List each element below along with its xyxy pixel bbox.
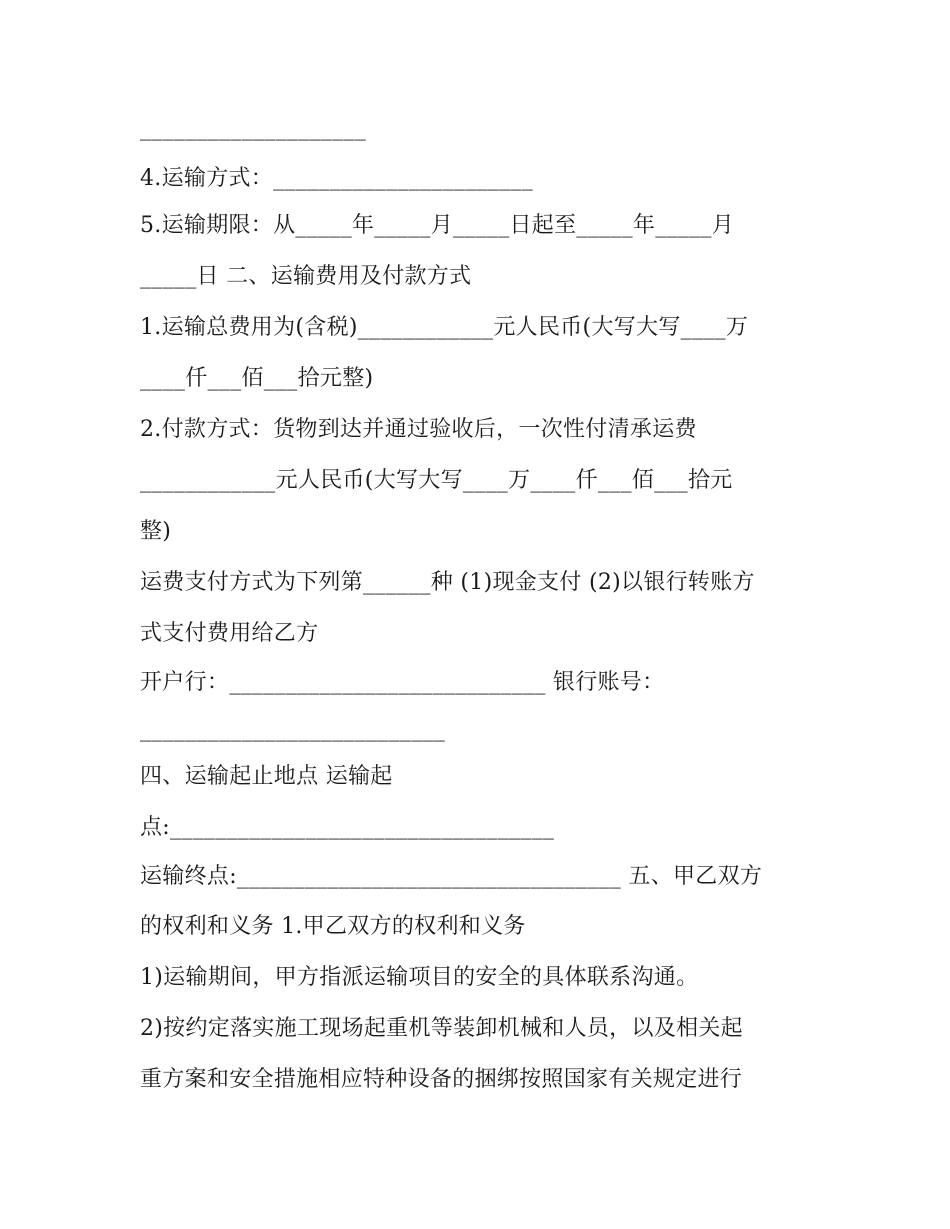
text-line: 四、运输起止地点 运输起 bbox=[140, 764, 393, 789]
text-line: 运输终点:__________________________________ 五、甲乙双方 bbox=[140, 864, 763, 889]
text-line: 1)运输期间，甲方指派运输项目的安全的具体联系沟通。 bbox=[140, 965, 699, 990]
text-line: 运费支付方式为下列第______种 (1)现金支付 (2)以银行转账方 bbox=[140, 570, 755, 595]
text-line: ___________________________ bbox=[140, 717, 446, 742]
text-line: 式支付费用给乙方 bbox=[140, 621, 319, 646]
text-line: 2)按约定落实施工现场起重机等装卸机械和人员，以及相关起 bbox=[140, 1016, 743, 1041]
text-line: _____日 二、运输费用及付款方式 bbox=[140, 264, 472, 289]
text-line: 4.运输方式：_______________________ bbox=[140, 166, 533, 191]
text-line: 重方案和安全措施相应特种设备的捆绑按照国家有关规定进行 bbox=[140, 1067, 743, 1092]
text-line: 的权利和义务 1.甲乙双方的权利和义务 bbox=[140, 914, 526, 939]
text-line: 点:__________________________________ bbox=[140, 815, 555, 840]
text-line: ____________元人民币(大写大写____万____仟___佰___拾元 bbox=[140, 468, 733, 493]
text-line: 整) bbox=[140, 519, 172, 544]
text-line: 1.运输总费用为(含税)____________元人民币(大写大写____万 bbox=[140, 315, 749, 340]
text-line: 5.运输期限：从_____年_____月_____日起至_____年_____月 bbox=[140, 213, 734, 238]
text-line: ____________________ bbox=[140, 116, 366, 141]
text-line: ____仟___佰___拾元整) bbox=[140, 366, 374, 391]
text-line: 开户行：____________________________ 银行账号： bbox=[140, 670, 665, 695]
text-line: 2.付款方式：货物到达并通过验收后，一次性付清承运费 bbox=[140, 417, 697, 442]
